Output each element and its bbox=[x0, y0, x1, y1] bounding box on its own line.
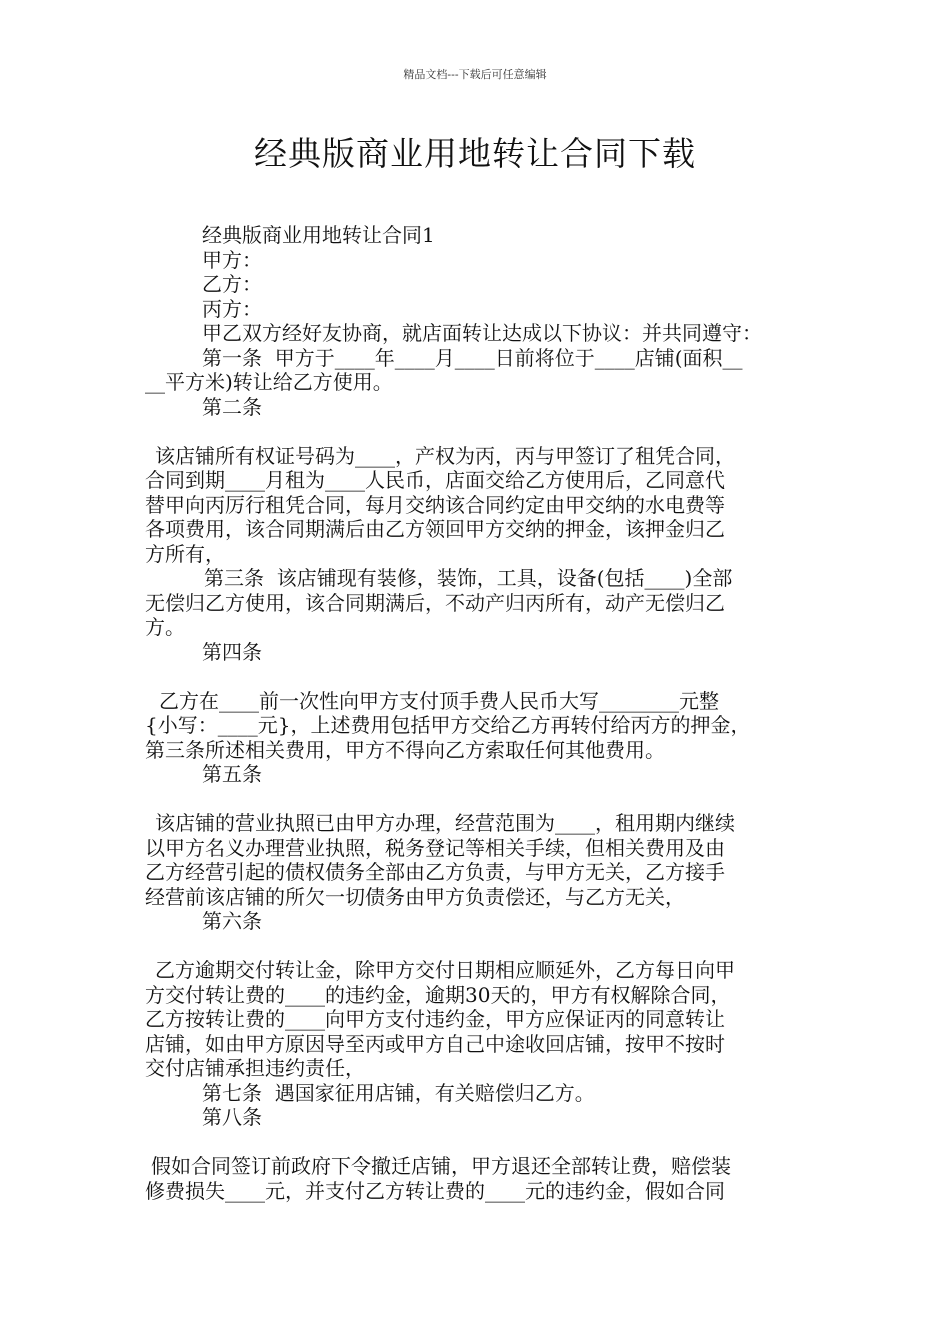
text-line: 方。 bbox=[145, 615, 185, 639]
text-line: 第三条所述相关费用，甲方不得向乙方索取任何其他费用。 bbox=[145, 737, 665, 762]
text-line: 经典版商业用地转让合同1 bbox=[202, 223, 435, 247]
text-line: {小写：____元}，上述费用包括甲方交给乙方再转付给丙方的押金， bbox=[145, 713, 751, 737]
text-line: 第三条 该店铺现有装修，装饰，工具，设备(包括____)全部 bbox=[204, 566, 733, 590]
section-heading: 第八条 bbox=[202, 1105, 262, 1129]
text-line: 替甲向丙厉行租凭合同，每月交纳该合同约定由甲交纳的水电费等 bbox=[145, 492, 725, 517]
text-line: __平方米)转让给乙方使用。 bbox=[145, 370, 393, 394]
spacer bbox=[145, 787, 817, 812]
text-line: 乙方按转让费的____向甲方支付违约金，甲方应保证丙的同意转让 bbox=[145, 1007, 725, 1031]
text-line: 第一条 甲方于____年____月____日前将位于____店铺(面积__ bbox=[202, 345, 743, 370]
text-line: 无偿归乙方使用，该合同期满后，不动产归丙所有，动产无偿归乙 bbox=[145, 590, 725, 615]
text-line: 店铺，如由甲方原因导至丙或甲方自己中途收回店铺，按甲不按时 bbox=[145, 1031, 725, 1056]
text-line: 假如合同签订前政府下令撤迁店铺，甲方退还全部转让费，赔偿装 bbox=[151, 1154, 731, 1178]
spacer bbox=[145, 419, 817, 444]
section-heading: 第四条 bbox=[202, 639, 262, 664]
spacer bbox=[145, 664, 817, 689]
text-line: 乙方在____前一次性向甲方支付顶手费人民币大写________元整 bbox=[159, 688, 719, 713]
text-line: 乙方逾期交付转让金，除甲方交付日期相应顺延外，乙方每日向甲 bbox=[155, 958, 735, 982]
text-line: 方所有， bbox=[145, 541, 225, 566]
text-line: 乙方： bbox=[202, 272, 262, 296]
section-heading: 第二条 bbox=[202, 394, 262, 419]
text-line: 方交付转让费的____的违约金，逾期30天的，甲方有权解除合同， bbox=[145, 982, 731, 1007]
text-line: 以甲方名义办理营业执照，税务登记等相关手续，但相关费用及由 bbox=[145, 835, 725, 860]
text-line: 第七条 遇国家征用店铺，有关赔偿归乙方。 bbox=[202, 1080, 595, 1105]
text-line: 该店铺的营业执照已由甲方办理，经营范围为____，租用期内继续 bbox=[155, 811, 735, 835]
section-heading: 第五条 bbox=[202, 762, 262, 786]
text-line: 甲乙双方经好友协商，就店面转让达成以下协议：并共同遵守： bbox=[202, 321, 762, 345]
section-heading: 第六条 bbox=[202, 909, 262, 933]
text-line: 经营前该店铺的所欠一切债务由甲方负责偿还，与乙方无关， bbox=[145, 884, 685, 909]
text-line: 修费损失____元，并支付乙方转让费的____元的违约金，假如合同 bbox=[145, 1178, 725, 1203]
text-line: 乙方经营引起的债权债务全部由乙方负责，与甲方无关，乙方接手 bbox=[145, 860, 725, 884]
spacer bbox=[145, 1130, 817, 1155]
header-note: 精品文档---下载后可任意编辑 bbox=[403, 68, 547, 81]
text-line: 交付店铺承担违约责任， bbox=[145, 1056, 365, 1080]
document-body bbox=[145, 223, 817, 1203]
text-line: 丙方： bbox=[202, 296, 262, 321]
text-line: 各项费用，该合同期满后由乙方领回甲方交纳的押金，该押金归乙 bbox=[145, 517, 725, 541]
text-line: 合同到期____月租为____人民币，店面交给乙方使用后，乙同意代 bbox=[145, 468, 725, 492]
document-title: 经典版商业用地转让合同下载 bbox=[254, 134, 696, 173]
text-line: 甲方： bbox=[202, 247, 262, 272]
spacer bbox=[145, 934, 817, 959]
text-line: 该店铺所有权证号码为____，产权为丙，丙与甲签订了租凭合同， bbox=[155, 443, 735, 468]
